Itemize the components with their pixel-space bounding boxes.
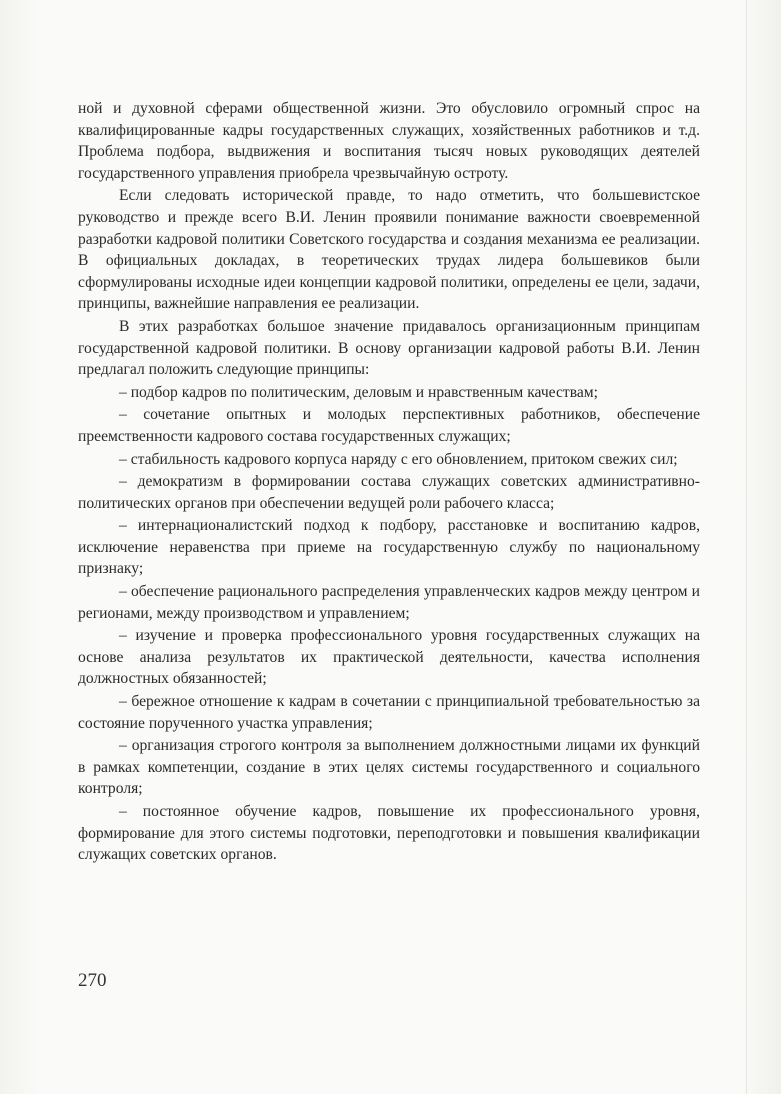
body-text [78,98,700,866]
list-item-principle-5: – интернационалистский подход к подбору, расстановке и воспитанию кадров, исключение неравенства при приеме на государственную службу по национальному признаку; [78,517,700,578]
page-number: 270 [78,970,107,991]
list-item-principle-3: – стабильность кадрового корпуса наряду с его обновлением, притоком свежих сил; [119,450,678,468]
list-item-principle-1: – подбор кадров по политическим, деловым и нравственным качествам; [119,383,599,401]
paragraph-principles-intro: В этих разработках большое значение придавалось организационным принципам государственной кадровой политики. В основу организации кадровой работы В.И. Ленин предлагал положить следующие принципы: [78,317,700,379]
page-edge-shadow [746,0,747,1094]
list-item-principle-7: – изучение и проверка профессионального уровня государственных служащих на основе анализа результатов их практической деятельности, качества исполнения должностных обязанностей; [78,627,700,688]
list-item-principle-2: – сочетание опытных и молодых перспективных работников, обеспечение преемственности кадрового состава государственных служащих; [78,406,700,445]
list-item-principle-10: – постоянное обучение кадров, повышение их профессионального уровня, формирование для этого системы подготовки, переподготовки и повышения квалификации служащих советских органов. [78,803,700,864]
paragraph-continuation: ной и духовной сферами общественной жизни. Это обусловило огромный спрос на квалифицированные кадры государственных служащих, хозяйственных работников и т.д. Проблема подбора, выдвижения и воспитания тысяч новых руководящих деятелей государственного управления приобрела чрезвычайную остроту. [78,100,700,182]
paragraph-historical-truth: Если следовать исторической правде, то надо отметить, что большевистское руководство и прежде всего В.И. Ленин проявили понимание важности своевременной разработки кадровой политики Советского государства и создания механизма ее реализации. В официальных докладах, в теоретических трудах лидера большевиков были сформулированы исходные идеи концепции кадровой политики, определены ее цели, задачи, принципы, важнейшие направления ее реализации. [78,187,700,313]
list-item-principle-8: – бережное отношение к кадрам в сочетании с принципиальной требовательностью за состояние порученного участка управления; [78,693,700,732]
list-item-principle-6: – обеспечение рационального распределения управленческих кадров между центром и регионами, между производством и управлением; [78,583,700,622]
list-item-principle-9: – организация строгого контроля за выполнением должностными лицами их функций в рамках компетенции, создание в этих целях системы государственного и социального контроля; [78,737,700,798]
list-item-principle-4: – демократизм в формировании состава служащих советских административно-политических органов при обеспечении ведущей роли рабочего класса; [78,473,700,512]
